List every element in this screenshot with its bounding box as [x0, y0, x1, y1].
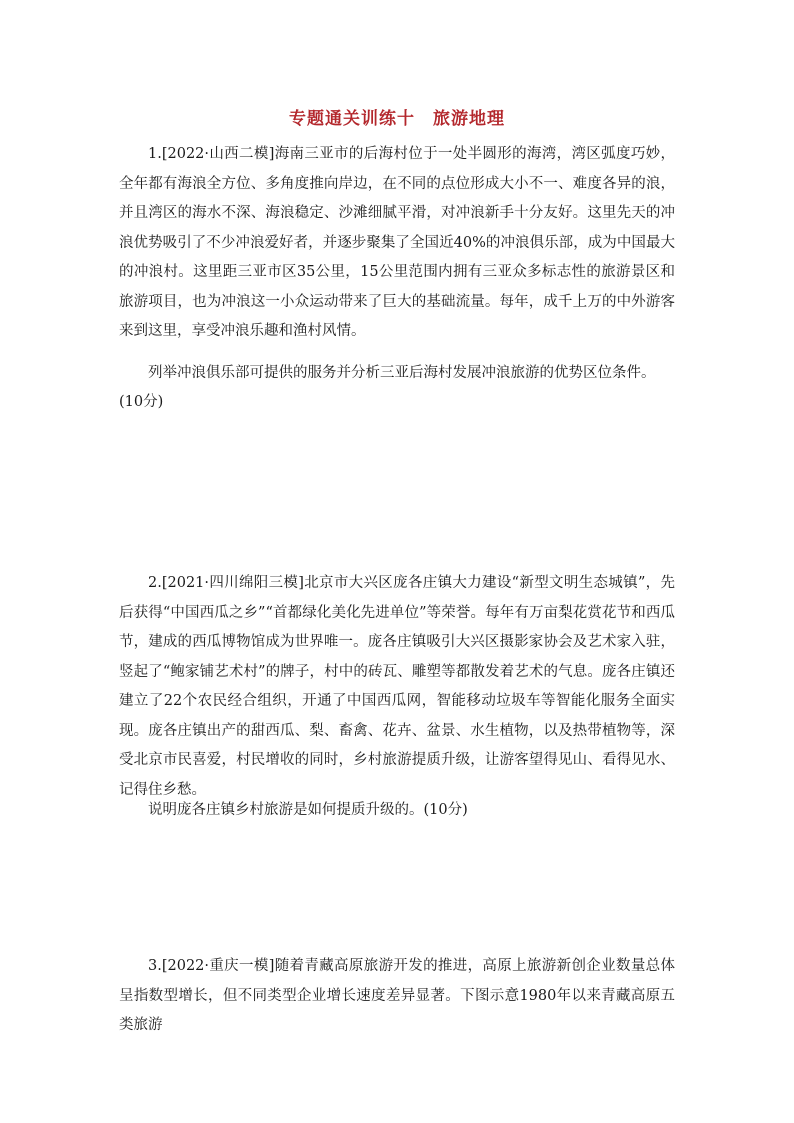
question-2-prompt: 说明庞各庄镇乡村旅游是如何提质升级的。(10分): [148, 802, 468, 818]
question-3-text: 3.[2022·重庆一模]随着青藏高原旅游开发的推进，高原上旅游新创企业数量总体呈指数型增长，但不同类型企业增长速度差异显著。下图示意1980年以来青藏高原五类旅游: [119, 958, 675, 1033]
question-2-text: 2.[2021·四川绵阳三模]北京市大兴区庞各庄镇大力建设“新型文明生态城镇”，先后获得“中国西瓜之乡”“首都绿化美化先进单位”等荣誉。每年有万亩梨花赏花节和西瓜节，建成的西瓜博物馆成为世界唯一。庞各庄镇吸引大兴区摄影家协会及艺术家入驻，竖起了“鲍家铺艺术村”的牌子，村中的砖瓦、雕塑等都散发着艺术的气息。庞各庄镇还建立了22个农民经合组织，开通了中国西瓜网，智能移动垃圾车等智能化服务全面实现。庞各庄镇出产的甜西瓜、梨、畜禽、花卉、盆景、水生植物，以及热带植物等，深受北京市民喜爱，村民增收的同时，乡村旅游提质升级，让游客望得见山、看得见水、记得住乡愁。: [119, 575, 675, 798]
document-title: 专题通关训练十 旅游地理: [289, 109, 505, 129]
question-1-text: 1.[2022·山西二模]海南三亚市的后海村位于一处半圆形的海湾，湾区弧度巧妙，全年都有海浪全方位、多角度推向岸边，在不同的点位形成大小不一、难度各异的浪，并且湾区的海水不深、海浪稳定、沙滩细腻平滑，对冲浪新手十分友好。这里先天的冲浪优势吸引了不少冲浪爱好者，并逐步聚集了全国近40%的冲浪俱乐部，成为中国最大的冲浪村。这里距三亚市区35公里，15公里范围内拥有三亚众多标志性的旅游景区和旅游项目，也为冲浪这一小众运动带来了巨大的基础流量。每年，成千上万的中外游客来到这里，享受冲浪乐趣和渔村风情。: [119, 146, 675, 339]
question-1-prompt: 列举冲浪俱乐部可提供的服务并分析三亚后海村发展冲浪旅游的优势区位条件。(10分): [119, 365, 656, 410]
